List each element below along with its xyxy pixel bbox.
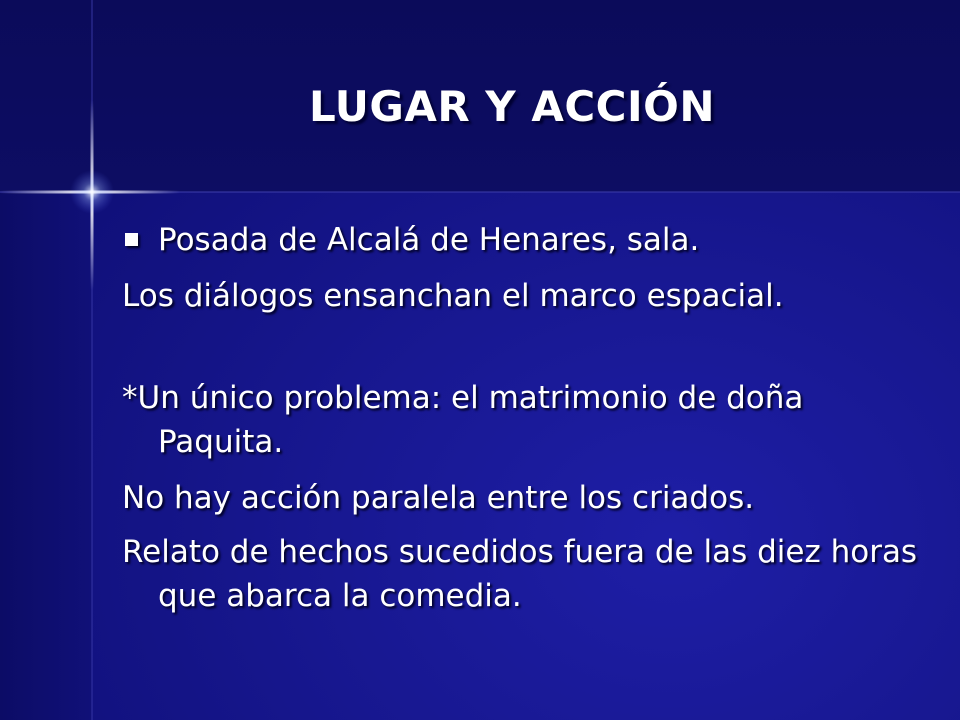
slide-title: LUGAR Y ACCIÓN	[309, 82, 715, 131]
square-bullet-icon	[125, 233, 138, 246]
left-band	[0, 192, 92, 720]
text-line-action: No hay acción paralela entre los criados.	[122, 480, 755, 516]
text-line-problem: *Un único problema: el matrimonio de doña Paquita.	[122, 380, 804, 460]
slide-body	[122, 218, 922, 618]
bullet-line-location	[122, 218, 922, 262]
text-line-account: Relato de hechos sucedidos fuera de las diez horas que abarca la comedia.	[122, 534, 918, 614]
line-text: Posada de Alcalá de Henares, sala.	[158, 222, 700, 258]
text-line-dialogues: Los diálogos ensanchan el marco espacial.	[122, 278, 784, 314]
